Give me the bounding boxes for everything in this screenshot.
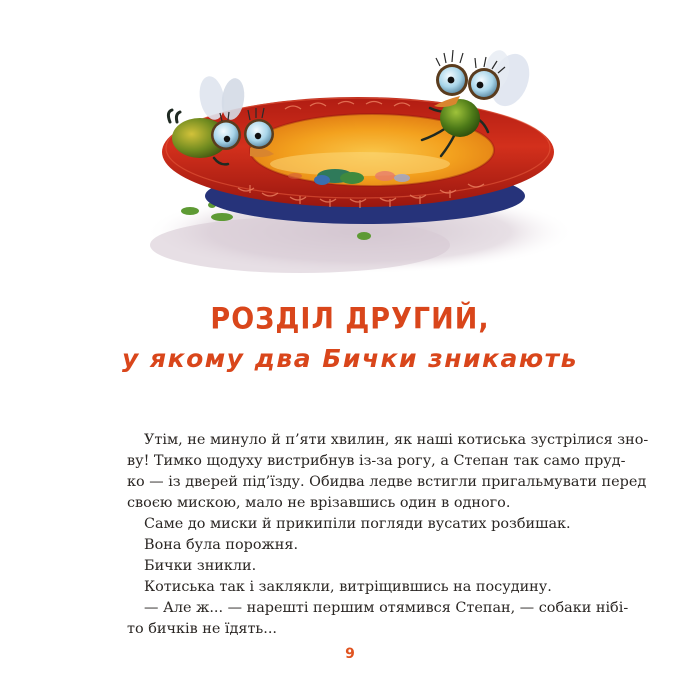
- text-line: Котиська так і заклякли, витріщившись на посудину.: [144, 579, 552, 595]
- chapter-title: РОЗДІЛ ДРУГИЙ,: [210, 302, 490, 337]
- text-line: ву! Тимко щодуху вистрибнув із-за рогу, а Степан так само пруд-: [127, 453, 626, 469]
- text-line: Утім, не минуло й п’яти хвилин, як наші котиська зустрілися зно-: [144, 432, 649, 448]
- text-line: Бички зникли.: [144, 558, 257, 574]
- text-line: — Але ж... — нарешті першим отямився Степан, — собаки нібі-: [144, 600, 629, 616]
- text-line: своєю мискою, мало не врізавшись один в одного.: [127, 495, 511, 511]
- chapter-subtitle: у якому два Бички зникають: [122, 344, 578, 373]
- text-line: то бичків не їдять...: [127, 621, 277, 637]
- chapter-body-text: [127, 430, 649, 640]
- plate-with-flies-image: [0, 0, 700, 290]
- text-line: Саме до миски й прикипіли погляди вусатих розбишак.: [144, 516, 571, 532]
- chapter-illustration: [0, 0, 700, 290]
- text-line: Вона була порожня.: [144, 537, 299, 553]
- text-line: ко — із дверей під’їзду. Обидва ледве встигли пригальмувати перед: [127, 474, 647, 490]
- left-fly: [168, 74, 274, 164]
- page-number: 9: [345, 646, 355, 662]
